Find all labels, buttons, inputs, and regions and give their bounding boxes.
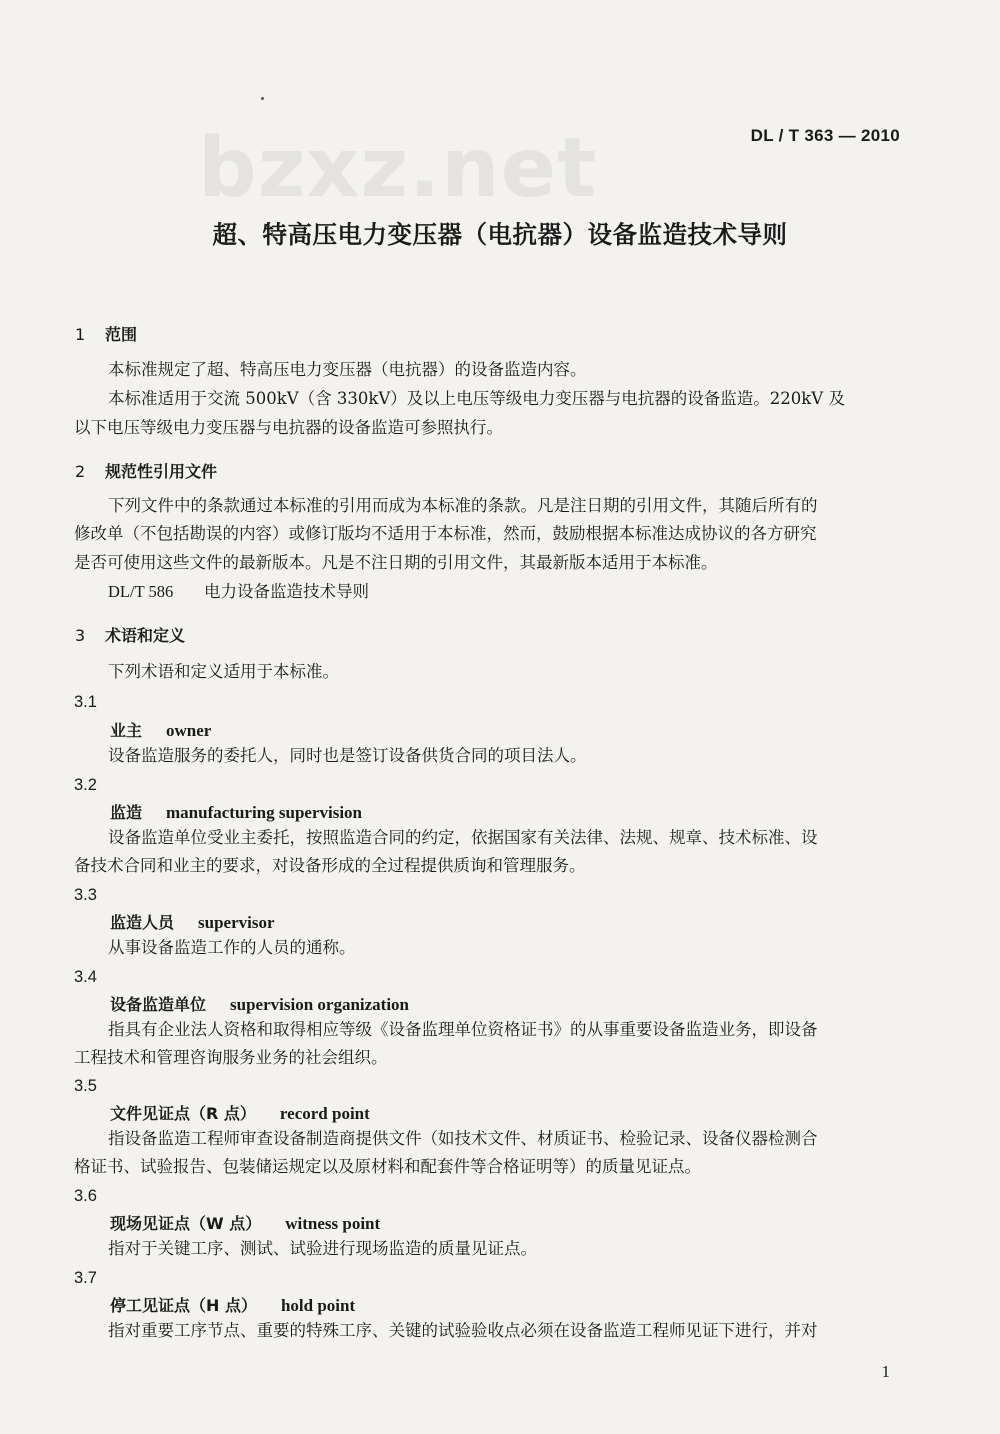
term-en: owner — [166, 721, 212, 740]
clause-number: 3.6 — [74, 1187, 97, 1205]
standard-code: DL / T 363 — 2010 — [750, 126, 900, 145]
paragraph-line: 下列文件中的条款通过本标准的引用而成为本标准的条款。凡是注日期的引用文件，其随后所有的 — [108, 496, 818, 515]
term-heading — [110, 996, 409, 1014]
section-number: 3 — [75, 626, 86, 645]
section-1-heading — [75, 327, 137, 343]
clause-number: 3.2 — [74, 776, 97, 794]
page-number: 1 — [881, 1362, 890, 1381]
reference-title: 电力设备监造技术导则 — [204, 582, 369, 601]
definition-line: 设备监造单位受业主委托，按照监造合同的约定，依据国家有关法律、法规、规章、技术标准、设 — [108, 828, 818, 847]
term-zh: 监造 — [110, 803, 143, 822]
paragraph-line: 以下电压等级电力变压器与电抗器的设备监造可参照执行。 — [74, 418, 503, 437]
term-zh: 现场见证点（W 点） — [110, 1214, 262, 1233]
term-en: manufacturing supervision — [166, 803, 363, 822]
term-en: witness point — [285, 1214, 381, 1233]
term-zh: 监造人员 — [110, 913, 175, 932]
definition-line: 指对于关键工序、测试、试验进行现场监造的质量见证点。 — [108, 1239, 537, 1258]
scan-speck — [261, 97, 264, 100]
section-number: 2 — [75, 462, 86, 481]
definition-line: 工程技术和管理咨询服务业务的社会组织。 — [74, 1048, 388, 1067]
term-en: record point — [279, 1104, 370, 1123]
section-number: 1 — [75, 325, 86, 344]
paragraph-line: 是否可使用这些文件的最新版本。凡是不注日期的引用文件，其最新版本适用于本标准。 — [74, 553, 718, 572]
term-en: supervision organization — [230, 995, 410, 1014]
term-heading — [110, 1105, 370, 1123]
term-zh: 文件见证点（R 点） — [110, 1104, 256, 1123]
paragraph-line: 本标准适用于交流 500kV（含 330kV）及以上电压等级电力变压器与电抗器的设备监造。220kV 及 — [108, 389, 845, 408]
section-3-heading — [75, 628, 185, 644]
reference-code: DL/T 586 — [108, 582, 174, 601]
watermark: bzxz.net — [198, 121, 598, 216]
section-2-heading — [75, 464, 217, 480]
clause-number: 3.3 — [74, 886, 97, 904]
definition-line: 设备监造服务的委托人，同时也是签订设备供货合同的项目法人。 — [108, 746, 587, 765]
clause-number: 3.4 — [74, 968, 97, 986]
definition-line: 指具有企业法人资格和取得相应等级《设备监理单位资格证书》的从事重要设备监造业务，即设备 — [108, 1020, 818, 1039]
term-heading — [110, 1215, 380, 1233]
clause-number: 3.1 — [74, 693, 97, 711]
term-heading — [110, 914, 275, 932]
term-heading — [110, 1297, 355, 1315]
term-en: hold point — [280, 1296, 356, 1315]
paragraph-line: 本标准规定了超、特高压电力变压器（电抗器）的设备监造内容。 — [108, 360, 587, 379]
definition-line: 备技术合同和业主的要求，对设备形成的全过程提供质询和管理服务。 — [74, 856, 586, 875]
term-zh: 业主 — [110, 721, 143, 740]
paragraph-line: 下列术语和定义适用于本标准。 — [108, 662, 339, 681]
normative-reference — [108, 584, 369, 601]
section-title: 术语和定义 — [105, 626, 186, 645]
definition-line: 格证书、试验报告、包装储运规定以及原材料和配套件等合格证明等）的质量见证点。 — [74, 1157, 701, 1176]
term-en: supervisor — [198, 913, 275, 932]
section-title: 规范性引用文件 — [105, 462, 218, 481]
term-zh: 停工见证点（H 点） — [110, 1296, 257, 1315]
definition-line: 指设备监造工程师审查设备制造商提供文件（如技术文件、材质证书、检验记录、设备仪器检测合 — [108, 1129, 818, 1148]
definition-line: 指对重要工序节点、重要的特殊工序、关键的试验验收点必须在设备监造工程师见证下进行，并对 — [108, 1321, 818, 1340]
definition-line: 从事设备监造工作的人员的通称。 — [108, 938, 356, 957]
clause-number: 3.7 — [74, 1269, 97, 1287]
document-title: 超、特高压电力变压器（电抗器）设备监造技术导则 — [212, 220, 788, 249]
paragraph-line: 修改单（不包括勘误的内容）或修订版均不适用于本标准，然而，鼓励根据本标准达成协议的各方研究 — [74, 524, 817, 543]
term-zh: 设备监造单位 — [110, 995, 207, 1014]
clause-number: 3.5 — [74, 1077, 97, 1095]
term-heading — [110, 722, 211, 740]
section-title: 范围 — [105, 325, 138, 344]
term-heading — [110, 804, 362, 822]
